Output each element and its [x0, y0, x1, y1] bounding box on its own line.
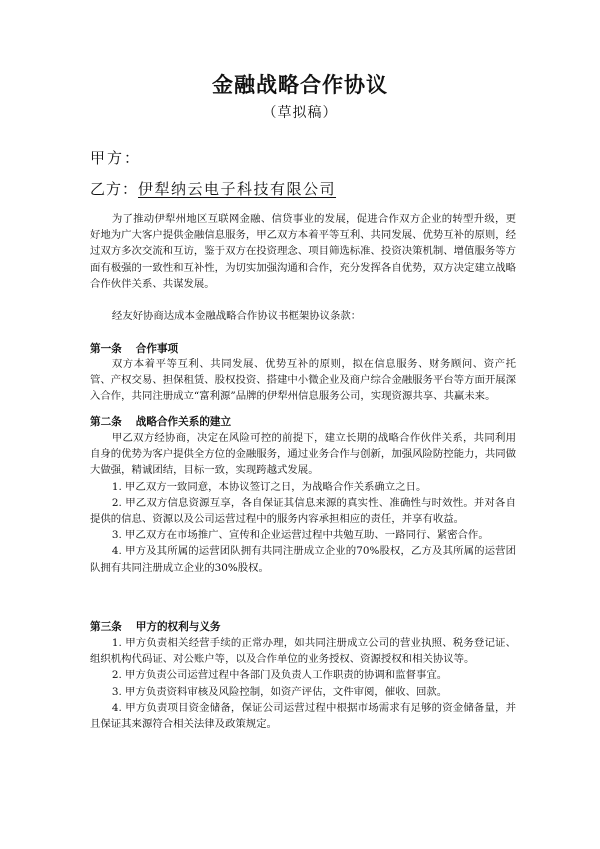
section-heading — [90, 414, 231, 430]
section-clause: 2. 甲方负责公司运营过程中各部门及负责人工作职责的协调和监督事宜。 — [111, 669, 448, 682]
section-clause: 3. 甲方负责资料审核及风险控制，如资产评估，文件审阅，催收、回款。 — [111, 685, 448, 698]
section-clause: 2. 甲乙双方信息资源互享，各自保证其信息来源的真实性、准确性与时效性。并对各自提供的信息、资源以及公司运营过程中的服务内容承担相应的责任，并享有收益。 — [90, 496, 516, 526]
section-number: 第一条 — [90, 343, 122, 355]
section-clause: 1. 甲乙双方一致同意，本协议签订之日，为战略合作关系确立之日。 — [111, 480, 427, 493]
section-body — [90, 356, 516, 405]
section-heading — [90, 341, 178, 357]
section-body — [90, 635, 516, 732]
section-heading — [90, 619, 221, 635]
document-subtitle: （草拟稿） — [262, 105, 338, 121]
intro-text: 为了推动伊犁州地区互联网金融、信贷事业的发展，促进合作双方企业的转型升级，更好地为广大客户提供金融信息服务，甲乙双方本着平等互利、共同发展、优势互补的原则，经过双方多次交流和互访，鉴于双方在投资理念、项目筛选标准、投资决策机制、增值服务等方面有极强的一致性和互补性，为切实加强沟通和合作，充分发挥各自优势，双方决定建立战略合作伙伴关系、共谋发展。 — [90, 213, 517, 290]
party-a-line — [90, 147, 141, 168]
party-b-company: 伊犁纳云电子科技有限公司 — [138, 180, 337, 198]
section-title: 甲方的权利与义务 — [135, 621, 221, 633]
section-clause: 4. 甲方及其所属的运营团队拥有共同注册成立企业的70%股权，乙方及其所属的运营团队拥有共同注册成立企业的30%股权。 — [90, 545, 516, 574]
document-title: 金融战略合作协议 — [212, 72, 388, 97]
section-clause: 3. 甲乙双方在市场推广、宣传和企业运营过程中共勉互助、一路同行、紧密合作。 — [111, 529, 489, 542]
section-title: 合作事项 — [135, 343, 179, 355]
party-b-line — [90, 178, 336, 199]
section-number: 第三条 — [90, 621, 122, 633]
section-paragraph: 双方本着平等互利、共同发展、优势互补的原则，拟在信息服务、财务顾问、资产托管、产权交易、担保租赁、股权投资、搭建中小微企业及商户综合金融服务平台等方面开展深入合作，共同注册成立“富利源”品牌的伊犁州信息服务公司，实现资源共享、共赢未来。 — [90, 358, 517, 403]
section-clause: 1. 甲方负责相关经营手续的正常办理，如共同注册成立公司的营业执照、税务登记证、组织机构代码证、对公账户等，以及合作单位的业务授权、资源授权和相关协议等。 — [90, 637, 516, 666]
intro-summary-text: 经友好协商达成本金融战略合作协议书框架协议条款： — [111, 310, 362, 322]
section-clause: 4. 甲方负责项目资金储备，保证公司运营过程中根据市场需求有足够的资金储备量，并且保证其来源符合相关法律及政策规定。 — [90, 701, 516, 731]
section-paragraph: 甲乙双方经协商，决定在风险可控的前提下，建立长期的战略合作伙伴关系，共同利用自身的优势为客户提供全方位的金融服务，通过业务合作与创新，加强风险防控能力，共同做大做强，精诚团结，目标一致，实现跨越式发展。 — [90, 432, 517, 477]
party-a-label: 甲方： — [90, 149, 142, 167]
section-number: 第二条 — [90, 416, 122, 428]
intro-paragraph — [90, 211, 516, 292]
section-body — [90, 430, 516, 576]
party-b-label: 乙方： — [90, 180, 139, 198]
section-title: 战略合作关系的建立 — [135, 416, 232, 428]
intro-summary — [90, 308, 516, 324]
